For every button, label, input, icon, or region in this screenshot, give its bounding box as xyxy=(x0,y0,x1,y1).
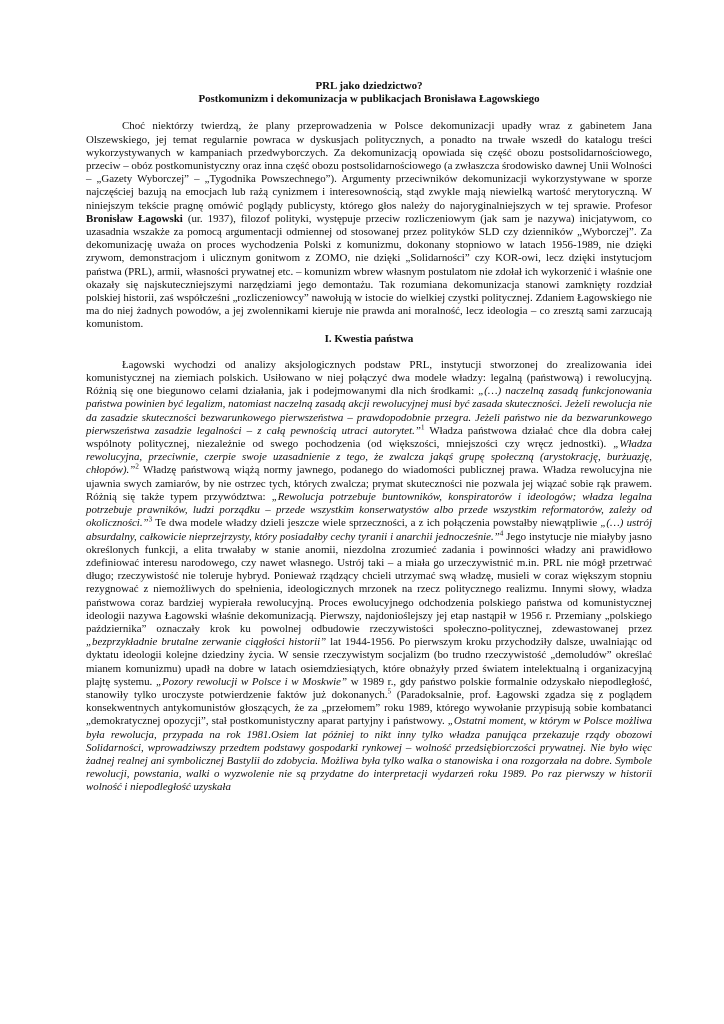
quote: „Władza rewolucyjna, przeciwnie, czerpie swoje uzasadnienie z tego, że zwalcza jakąś grupę społeczną (arystokrację, burżuazję, chłopów).” xyxy=(86,438,652,477)
body-text: Władza państwowa działać chce dla dobra całej wspólnoty politycznej, niezależnie od swego pochodzenia (od większości, mniejszości czy wręcz jednostki). xyxy=(86,424,653,451)
footnote-ref: 5 xyxy=(387,687,392,696)
footnote-ref: 1 xyxy=(420,423,425,432)
author-name: Bronisław Łagowski xyxy=(86,212,183,225)
quote: „Pozory rewolucji w Polsce i w Moskwie” xyxy=(155,675,348,688)
footnote-ref: 2 xyxy=(135,462,139,471)
intro-text-1: Choć niektórzy twierdzą, że plany przeprowadzenia w Polsce dekomunizacji upadły wraz z gabinetem Jana Olszewskiego, jej temat regularnie powraca w dyskusjach politycznych, a ponadto na trwałe wszedł do katalogu treści wykorzystywanych w kampaniach przedwyborczych. Za dekomunizacją opowiada się część obozu postsolidarnościowego, przeciw – obóz postkomunistyczny oraz inna część obozu postsolidarnościowego (a zwłaszcza środowisko dawnej Unii Wolności – „Gazety Wyborczej” – „Tygodnika Powszechnego”). Argumenty przeciwników dekomunizacji wykorzystywane w sporze najczęściej bazują na emocjach lub rażą cynizmem i interesownością, stąd zwykle mają niewielką wartość merytoryczną. W niniejszym tekście pragnę omówić poglądy publicysty, którego głos należy do najoryginalniejszych w tej sprawie. Profesor xyxy=(86,120,652,212)
body-text: Łagowski wychodzi od analizy aksjologicznych podstaw PRL, instytucji stworzonej do zrealizowania idei komunistycznej na ziemiach polskich. Usiłowano w niej połączyć dwa modele władzy: legalną (państwową) i rewolucyjną. Różnią się one biegunowo celami działania, jak i podejmowanymi dla nich środkami: xyxy=(86,358,652,398)
quote: „Ostatni moment, w którym w Polsce możliwa była rewolucja, przypada na rok 1981.Osiem lat później to nikt inny tylko władza panująca przekazuje rządy obozowi Solidarności, wprowadziwszy przedtem podstawy gospodarki rynkowej – wolność przedsiębiorczości prywatnej. Nie było więc żadnej realnej ani symbolicznej Bastylii do zdobycia. Możliwa była tylko walka o stanowiska i ona rozgorzała na dobre. Symbole rewolucji, powstania, walki o wyzwolenie nie są przydatne do interpretacji wydarzeń roku 1989. Po raz pierwszy w historii wolność i niepodległość uzyskała xyxy=(86,715,652,794)
body-text: lat 1944-1956. Po pierwszym kroku przychodziły dalsze, uwalniając od dyktatu ideologii kolejne dziedziny życia. W sensie rzeczywistym socjalizm (bo trudno rzeczywistość „demoludów” określać mianem komunizmu) upadł na dobre w latach osiemdziesiątych, które obnażyły przed światem intelektualną i organizacyjną plajtę systemu. xyxy=(86,636,652,688)
section-heading: I. Kwestia państwa xyxy=(324,332,414,345)
intro-paragraph xyxy=(86,120,652,331)
quote: „(…) ustrój absurdalny, całkowicie nieprzejrzysty, który posiadałby cechy tyranii i anarchii jednocześnie.” xyxy=(86,517,652,543)
body-text: Władzę państwową wiążą normy jawnego, podanego do wiadomości publicznej prawa. Władza rewolucyjna nie ujawnia swych zamiarów, by nie ostrzec tych, których zwalcza; prymat skuteczności nie pozwala jej wiązać sobie rąk prawem. Różnią się także typem przywództwa: xyxy=(86,464,652,503)
footnote-ref: 4 xyxy=(499,528,504,537)
footnote-ref: 3 xyxy=(148,515,153,524)
body-text: Jego instytucje nie miałyby jasno określonych funkcji, a elita trwałaby w stanie anomii, niezdolna zrozumieć zadania i powinności władzy ani prawidłowo zdefiniować interesu narodowego, czy nawet własnego. Ustrój taki – a miała go urzeczywistnić m.in. PRL nie mógł przetrwać długo; rzeczywistość nie toleruje hybryd. Ponieważ rządzący chcieli utrzymać swą władzę, musieli w coraz większym stopniu rezygnować z niemożliwych do spełnienia, ideologicznych mrzonek na rzecz politycznego realizmu. Innymi słowy, władza państwowa coraz bardziej wypierała rewolucyjną. Proces ewolucyjnego odchodzenia polskiego państwa od komunistycznej ideologii nazywa Łagowski właśnie dekomunizacją. Pierwszy, najdonioślejszy jej etap nastąpił w 1956 r. Przemiany „polskiego października” oznaczały krok ku powolnej odbudowie rzeczywistości społeczno-politycznej, zdewastowanej przez xyxy=(86,530,652,635)
document-title: PRL jako dziedzictwo? xyxy=(315,80,423,92)
body-text: Te dwa modele władzy dzieli jeszcze wiele sprzeczności, a z ich połączenia powstałby niewątpliwie xyxy=(152,517,601,530)
quote: „(…) naczelną zasadą funkcjonowania państwa powinien być legalizm, natomiast naczelną zasadą akcji rewolucyjnej musi być zasada skuteczności. Jeżeli rewolucja nie da zasadzie skuteczności bezwarunkowego pierwszeństwa – prawdopodobnie przegra. Jeżeli państwo nie da bezwarunkowego pierwszeństwa zasadzie legalności – z całą pewnością utraci autorytet.” xyxy=(86,385,652,437)
body-text: w 1989 r., gdy państwo polskie formalnie odzyskało niepodległość, stanowiły tylko uroczyste potwierdzenie faktów już dokonanych. xyxy=(86,675,652,701)
body-text: (Paradoksalnie, prof. Łagowski zgadza się z poglądem konsekwentnych antykomunistów głoszących, że za „przełomem” roku 1989, którego wywołanie przypisują sobie kombatanci „demokratycznej opozycji”, stał postkomunistyczny aparat partyjny i państwowy. xyxy=(86,688,652,728)
document-subtitle: Postkomunizm i dekomunizacja w publikacjach Bronisława Łagowskiego xyxy=(198,93,540,106)
document-page xyxy=(86,80,652,795)
body-paragraph xyxy=(86,359,652,795)
quote: „Rewolucja potrzebuje buntowników, konspiratorów i ideologów; władza legalna potrzebuje prawników, ludzi porządku – przede wszystkim konserwatystów albo przede wszystkim reformatorów, zależy od okoliczności.” xyxy=(86,490,652,530)
quote: „bezprzykładnie brutalne zerwanie ciągłości historii” xyxy=(86,636,327,649)
intro-text-2: (ur. 1937), filozof polityki, występuje przeciw rozliczeniowym (jak sam je nazywa) inicjatywom, co uzasadnia wszakże za pomocą argumentacji odmiennej od stosowanej przez polityków SLD czy dzienników „Wyborczej”. Za dekomunizację uważa on proces wychodzenia Polski z komunizmu, dokonany stopniowo w latach 1956-1989, nie dzięki zrywom, demonstracjom i ulicznym gonitwom z ZOMO, nie dzięki „Solidarności” czy KOR-owi, lecz dzięki instytucjom państwa (PRL), armii, własności prywatnej etc. – komunizm wbrew własnym postulatom nie zdołał ich wykorzenić i właśnie one okazały się najskuteczniejszymi narzędziami jego demontażu. Tak rozumiana dekomunizacja stanowi zamknięty rozdział polskiej historii, zaś współcześni „rozliczeniowcy” nawołują w istocie do wielkiej czystki politycznej. Zdaniem Łagowskiego nie ma do niej żadnych powodów, a jej zwolennikami kieruje nie prawda ani moralność, lecz ideologia – co zresztą sami zarzucają komunistom. xyxy=(86,212,653,331)
